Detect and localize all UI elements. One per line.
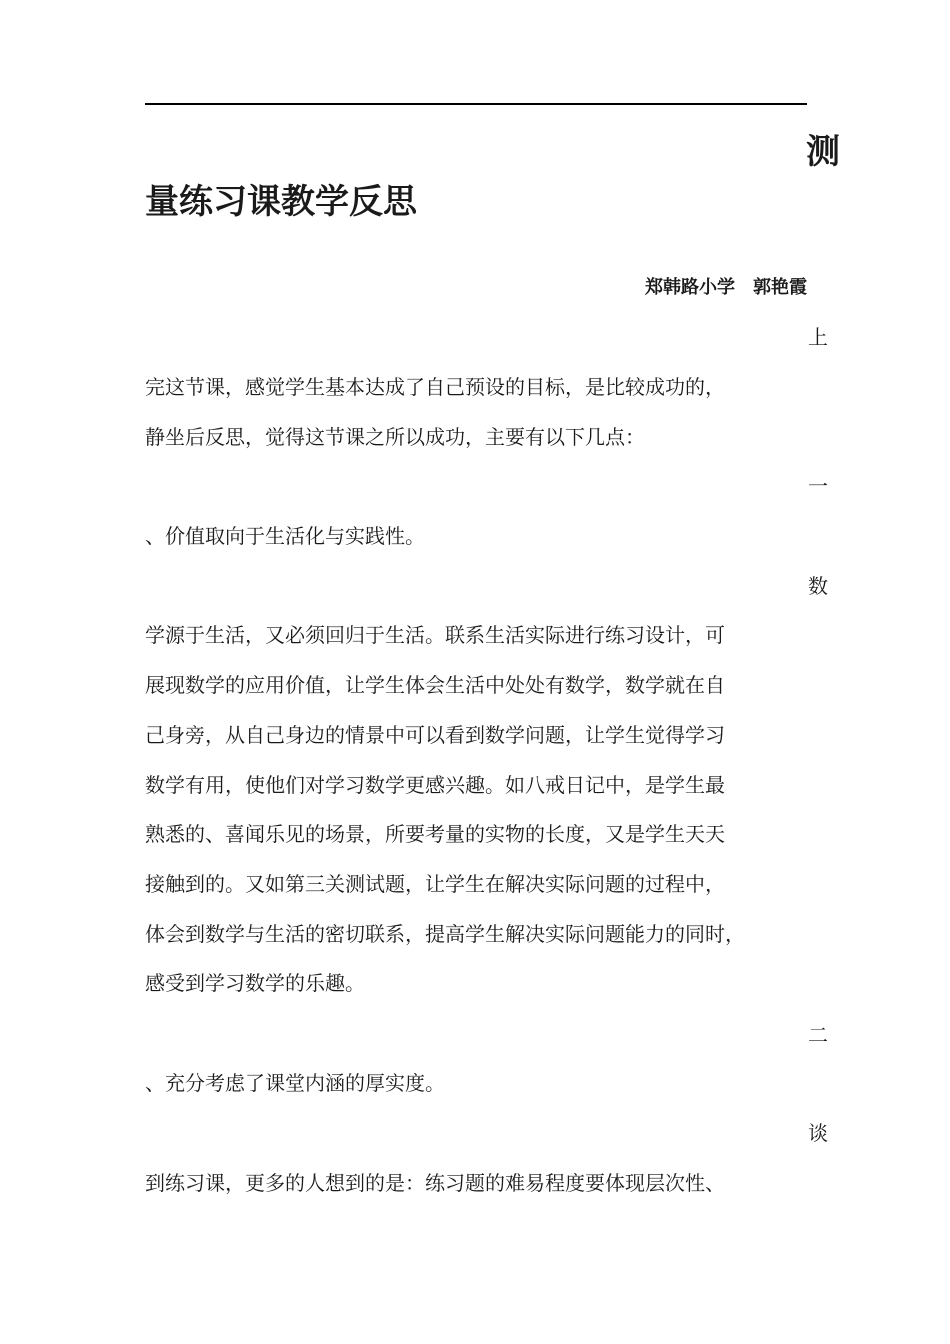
page-title: 量练习课教学反思 bbox=[145, 182, 417, 222]
paragraph-line: 熟悉的、喜闻乐见的场景，所要考量的实物的长度，又是学生天天 bbox=[145, 822, 725, 846]
paragraph-line: 体会到数学与生活的密切联系，提高学生解决实际问题能力的同时， bbox=[145, 922, 745, 946]
paragraph-line: 到练习课，更多的人想到的是：练习题的难易程度要体现层次性、 bbox=[145, 1171, 725, 1195]
title-first-char: 测 bbox=[806, 132, 840, 172]
paragraph-line: 静坐后反思，觉得这节课之所以成功，主要有以下几点： bbox=[145, 425, 645, 449]
section-heading: 、价值取向于生活化与实践性。 bbox=[145, 524, 425, 548]
section-number-char: 一 bbox=[808, 474, 828, 498]
section-heading: 、充分考虑了课堂内涵的厚实度。 bbox=[145, 1071, 445, 1095]
paragraph-line: 己身旁，从自己身边的情景中可以看到数学问题，让学生觉得学习 bbox=[145, 723, 725, 747]
paragraph-line: 学源于生活，又必须回归于生活。联系生活实际进行练习设计，可 bbox=[145, 623, 725, 647]
paragraph-line: 展现数学的应用价值，让学生体会生活中处处有数学，数学就在自 bbox=[145, 673, 725, 697]
paragraph-line: 完这节课，感觉学生基本达成了自己预设的目标，是比较成功的， bbox=[145, 375, 725, 399]
paragraph-line: 感受到学习数学的乐趣。 bbox=[145, 971, 365, 995]
paragraph-first-char: 谈 bbox=[808, 1121, 828, 1145]
header-rule bbox=[145, 103, 807, 105]
paragraph-line: 数学有用，使他们对学习数学更感兴趣。如八戒日记中，是学生最 bbox=[145, 773, 725, 797]
paragraph-line: 接触到的。又如第三关测试题，让学生在解决实际问题的过程中， bbox=[145, 872, 725, 896]
paragraph-first-char: 数 bbox=[808, 574, 828, 598]
author-line: 郑韩路小学 郭艳霞 bbox=[645, 277, 807, 298]
section-number-char: 二 bbox=[808, 1023, 828, 1047]
paragraph-first-char: 上 bbox=[808, 325, 828, 349]
